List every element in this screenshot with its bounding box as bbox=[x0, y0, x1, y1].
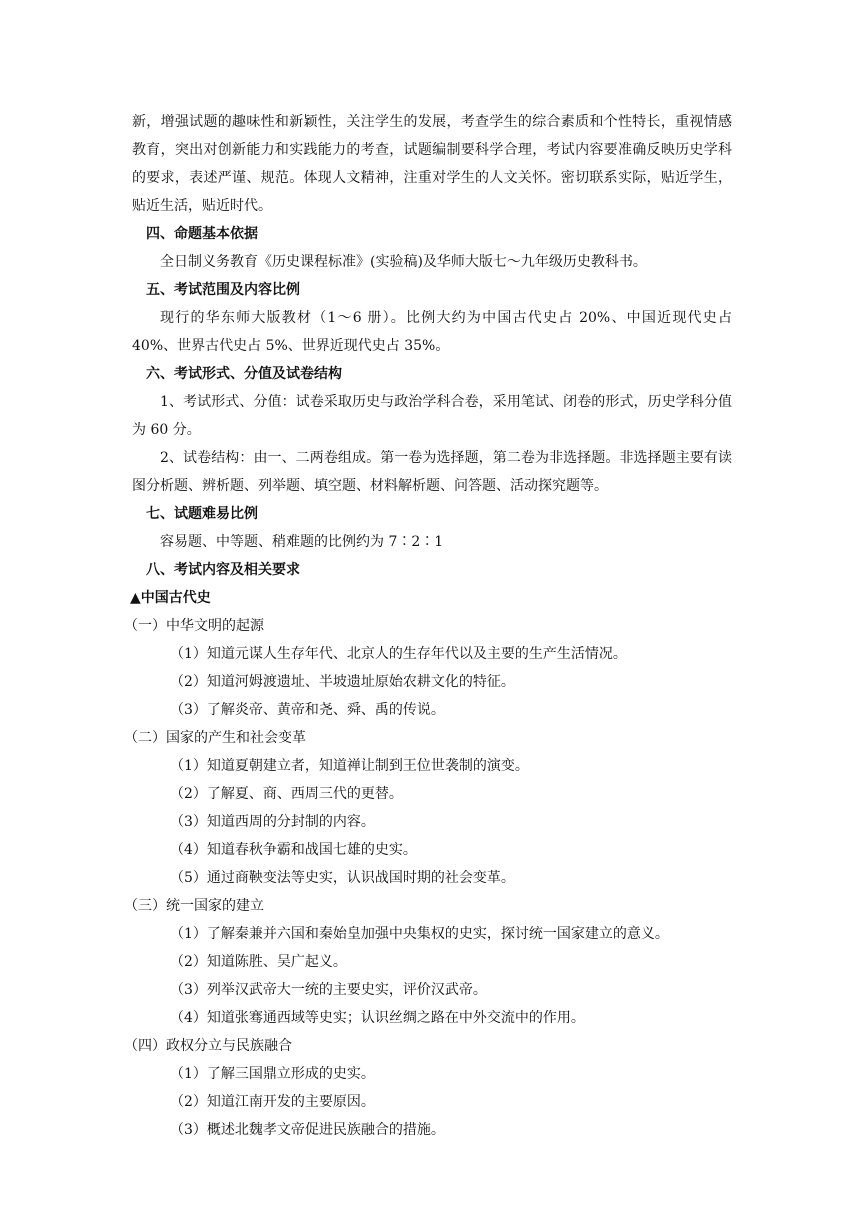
list-item: （4）知道张骞通西域等史实；认识丝绸之路在中外交流中的作用。 bbox=[170, 1010, 585, 1026]
subsection-title: （四）政权分立与民族融合 bbox=[124, 1038, 292, 1054]
list-item: （3）概述北魏孝文帝促进民族融合的措施。 bbox=[170, 1122, 445, 1138]
list-item: （3）知道西周的分封制的内容。 bbox=[170, 814, 375, 830]
intro-paragraph: 新，增强试题的趣味性和新颖性，关注学生的发展，考查学生的综合素质和个性特长，重视情感教育，突出对创新能力和实践能力的考查，试题编制要科学合理，考试内容要准确反映历史学科的要求，表述严谨、规范。体现人文精神，注重对学生的人文关怀。密切联系实际，贴近学生，贴近生活，贴近时代。 bbox=[132, 114, 732, 214]
section-body-6-2: 2、试卷结构：由一、二两卷组成。第一卷为选择题，第二卷为非选择题。非选择题主要有读图分析题、辨析题、列举题、填空题、材料解析题、问答题、活动探究题等。 bbox=[132, 450, 732, 494]
subsection-3 bbox=[124, 892, 732, 1032]
subsection-1 bbox=[124, 612, 732, 724]
list-item: （2）知道河姆渡遗址、半坡遗址原始农耕文化的特征。 bbox=[170, 674, 515, 690]
subsection-title: （三）统一国家的建立 bbox=[124, 898, 264, 914]
list-item: （1）了解秦兼并六国和秦始皇加强中央集权的史实，探讨统一国家建立的意义。 bbox=[170, 926, 669, 942]
section-heading-8: 八、考试内容及相关要求 bbox=[146, 562, 300, 578]
list-item: （1）了解三国鼎立形成的史实。 bbox=[170, 1066, 375, 1082]
subsection-4 bbox=[124, 1032, 732, 1144]
list-item: （1）知道元谋人生存年代、北京人的生存年代以及主要的生产生活情况。 bbox=[170, 646, 627, 662]
section-body-6-1: 1、考试形式、分值：试卷采取历史与政治学科合卷，采用笔试、闭卷的形式，历史学科分值为 60 分。 bbox=[132, 394, 732, 438]
document-content bbox=[124, 108, 732, 1144]
list-item: （3）了解炎帝、黄帝和尧、舜、禹的传说。 bbox=[170, 702, 445, 718]
section-body-4: 全日制义务教育《历史课程标准》(实验稿)及华师大版七～九年级历史教科书。 bbox=[160, 254, 647, 270]
subsection-title: （一）中华文明的起源 bbox=[124, 618, 264, 634]
section-heading-7: 七、试题难易比例 bbox=[146, 506, 258, 522]
section-body-7: 容易题、中等题、稍难题的比例约为 7∶2∶1 bbox=[160, 534, 444, 550]
list-item: （5）通过商鞅变法等史实，认识战国时期的社会变革。 bbox=[170, 870, 515, 886]
subsection-2 bbox=[124, 724, 732, 892]
section-heading-6: 六、考试形式、分值及试卷结构 bbox=[146, 366, 342, 382]
section-heading-4: 四、命题基本依据 bbox=[146, 226, 258, 242]
section-heading-5: 五、考试范围及内容比例 bbox=[146, 282, 300, 298]
section-body-5: 现行的华东师大版教材（1～6 册）。比例大约为中国古代史占 20%、中国近现代史占 40%、世界古代史占 5%、世界近现代史占 35%。 bbox=[132, 310, 732, 354]
subsection-title: （二）国家的产生和社会变革 bbox=[124, 730, 306, 746]
list-item: （1）知道夏朝建立者，知道禅让制到王位世袭制的演变。 bbox=[170, 758, 529, 774]
list-item: （2）了解夏、商、西周三代的更替。 bbox=[170, 786, 403, 802]
list-item: （3）列举汉武帝大一统的主要史实，评价汉武帝。 bbox=[170, 982, 487, 998]
list-item: （2）知道江南开发的主要原因。 bbox=[170, 1094, 375, 1110]
category-heading: ▲中国古代史 bbox=[130, 590, 211, 606]
list-item: （4）知道春秋争霸和战国七雄的史实。 bbox=[170, 842, 417, 858]
list-item: （2）知道陈胜、吴广起义。 bbox=[170, 954, 347, 970]
